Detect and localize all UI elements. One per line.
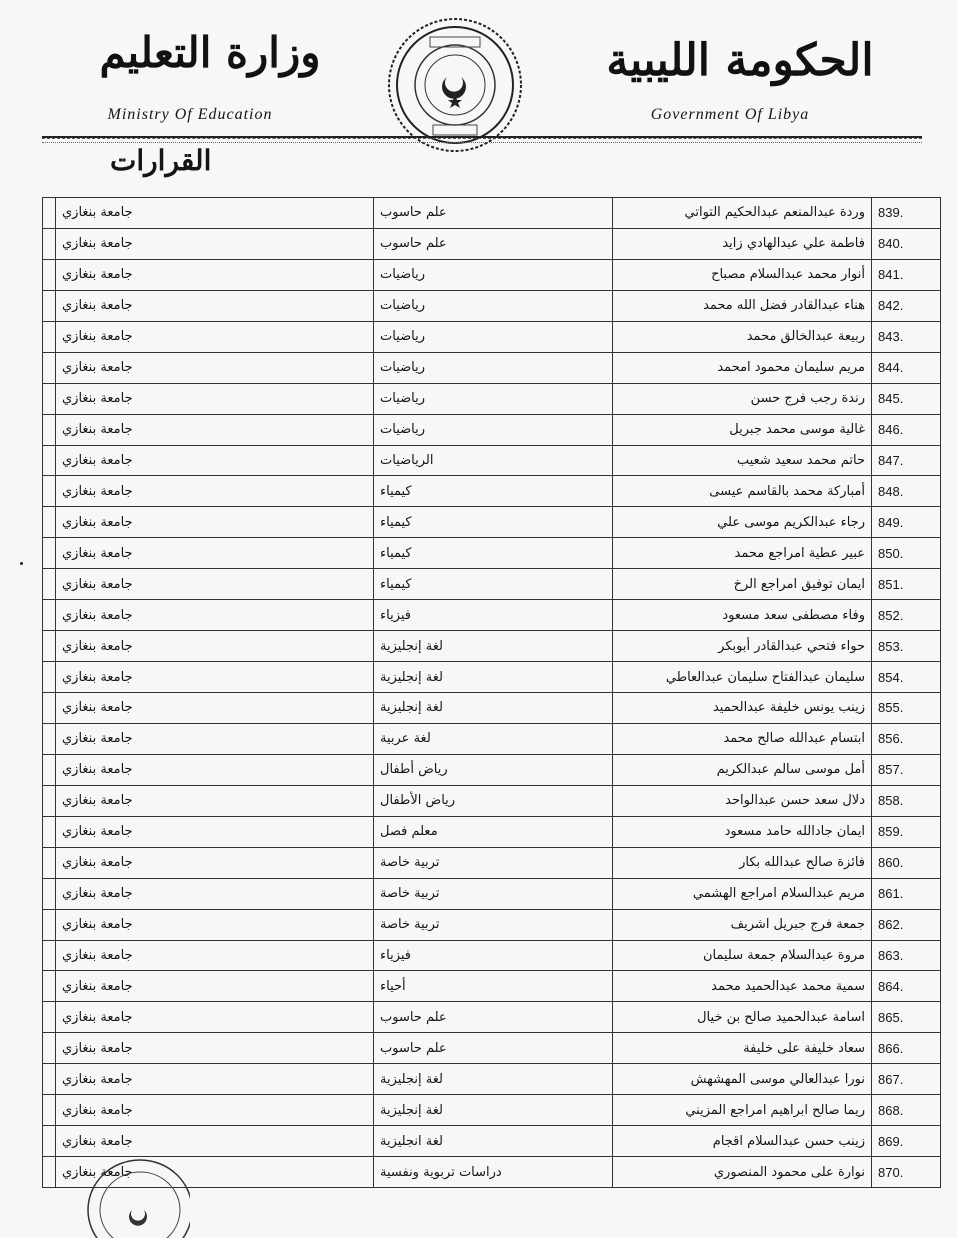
- row-specialization: علم حاسوب: [374, 198, 613, 229]
- table-row: [43, 847, 941, 878]
- row-university: جامعة بنغازي: [56, 352, 374, 383]
- table-row: [43, 816, 941, 847]
- row-university: جامعة بنغازي: [56, 1126, 374, 1157]
- row-spacer: [43, 538, 56, 569]
- row-number: 865.: [872, 1002, 941, 1033]
- row-name: أنوار محمد عبدالسلام مصباح: [613, 259, 872, 290]
- table-row: [43, 878, 941, 909]
- row-university: جامعة بنغازي: [56, 1095, 374, 1126]
- row-specialization: لغة إنجليزية: [374, 1064, 613, 1095]
- row-university: جامعة بنغازي: [56, 971, 374, 1002]
- row-number: 858.: [872, 785, 941, 816]
- row-university: جامعة بنغازي: [56, 321, 374, 352]
- row-name: ربيعة عبدالخالق محمد: [613, 321, 872, 352]
- row-name: رندة رجب فرج حسن: [613, 383, 872, 414]
- row-university: جامعة بنغازي: [56, 383, 374, 414]
- table-row: [43, 631, 941, 662]
- table-row: [43, 569, 941, 600]
- row-university: جامعة بنغازي: [56, 600, 374, 631]
- row-spacer: [43, 940, 56, 971]
- table-row: [43, 909, 941, 940]
- row-university: جامعة بنغازي: [56, 662, 374, 693]
- row-number: 846.: [872, 414, 941, 445]
- row-spacer: [43, 600, 56, 631]
- row-university: جامعة بنغازي: [56, 290, 374, 321]
- row-university: جامعة بنغازي: [56, 1157, 374, 1188]
- row-specialization: علم حاسوب: [374, 1033, 613, 1064]
- row-number: 864.: [872, 971, 941, 1002]
- row-name: مريم سليمان محمود امحمد: [613, 352, 872, 383]
- row-specialization: علم حاسوب: [374, 228, 613, 259]
- row-name: ايمان جادالله حامد مسعود: [613, 816, 872, 847]
- government-name-english: Government Of Libya: [650, 106, 810, 123]
- row-spacer: [43, 909, 56, 940]
- row-spacer: [43, 476, 56, 507]
- row-specialization: كيمياء: [374, 569, 613, 600]
- row-number: 845.: [872, 383, 941, 414]
- row-number: 852.: [872, 600, 941, 631]
- row-number: 868.: [872, 1095, 941, 1126]
- row-name: ابتسام عبدالله صالح محمد: [613, 723, 872, 754]
- row-name: نورا عبدالعالي موسى المهشهش: [613, 1064, 872, 1095]
- row-university: جامعة بنغازي: [56, 847, 374, 878]
- row-name: نوارة على محمود المنصوري: [613, 1157, 872, 1188]
- row-university: جامعة بنغازي: [56, 1002, 374, 1033]
- row-university: جامعة بنغازي: [56, 414, 374, 445]
- row-name: سعاد خليفة على خليفة: [613, 1033, 872, 1064]
- row-name: فائزة صالح عبدالله بكار: [613, 847, 872, 878]
- row-name: فاطمة علي عبدالهادي زايد: [613, 228, 872, 259]
- row-specialization: لغة إنجليزية: [374, 1095, 613, 1126]
- row-spacer: [43, 569, 56, 600]
- row-name: سليمان عبدالفتاح سليمان عبدالعاطي: [613, 662, 872, 693]
- row-spacer: [43, 445, 56, 476]
- row-specialization: رياضيات: [374, 352, 613, 383]
- row-number: 844.: [872, 352, 941, 383]
- row-university: جامعة بنغازي: [56, 445, 374, 476]
- row-specialization: معلم فصل: [374, 816, 613, 847]
- row-specialization: أحياء: [374, 971, 613, 1002]
- government-seal-icon: [385, 15, 525, 155]
- row-number: 850.: [872, 538, 941, 569]
- row-specialization: كيمياء: [374, 476, 613, 507]
- row-number: 847.: [872, 445, 941, 476]
- row-spacer: [43, 971, 56, 1002]
- row-specialization: لغة إنجليزية: [374, 662, 613, 693]
- row-specialization: الرياضيات: [374, 445, 613, 476]
- row-university: جامعة بنغازي: [56, 507, 374, 538]
- row-specialization: رياضيات: [374, 383, 613, 414]
- row-name: حاتم محمد سعيد شعيب: [613, 445, 872, 476]
- row-number: 848.: [872, 476, 941, 507]
- row-spacer: [43, 878, 56, 909]
- row-university: جامعة بنغازي: [56, 1033, 374, 1064]
- row-university: جامعة بنغازي: [56, 693, 374, 724]
- row-spacer: [43, 1126, 56, 1157]
- row-spacer: [43, 321, 56, 352]
- row-specialization: لغة إنجليزية: [374, 631, 613, 662]
- row-name: وفاء مصطفى سعد مسعود: [613, 600, 872, 631]
- row-name: مروة عبدالسلام جمعة سليمان: [613, 940, 872, 971]
- row-spacer: [43, 1033, 56, 1064]
- row-specialization: لغة إنجليزية: [374, 693, 613, 724]
- table-row: [43, 785, 941, 816]
- row-name: هناء عبدالقادر فضل الله محمد: [613, 290, 872, 321]
- row-spacer: [43, 1157, 56, 1188]
- row-spacer: [43, 816, 56, 847]
- table-row: [43, 754, 941, 785]
- row-spacer: [43, 383, 56, 414]
- table-row: [43, 600, 941, 631]
- row-spacer: [43, 847, 56, 878]
- row-university: جامعة بنغازي: [56, 198, 374, 229]
- row-university: جامعة بنغازي: [56, 569, 374, 600]
- stamp-icon: [80, 1148, 190, 1238]
- row-spacer: [43, 785, 56, 816]
- row-spacer: [43, 414, 56, 445]
- row-spacer: [43, 1002, 56, 1033]
- row-number: 866.: [872, 1033, 941, 1064]
- row-specialization: تربية خاصة: [374, 909, 613, 940]
- row-specialization: رياضيات: [374, 259, 613, 290]
- table-row: [43, 662, 941, 693]
- row-number: 862.: [872, 909, 941, 940]
- row-number: 841.: [872, 259, 941, 290]
- row-university: جامعة بنغازي: [56, 723, 374, 754]
- header-divider: [42, 136, 922, 139]
- row-spacer: [43, 507, 56, 538]
- row-specialization: علم حاسوب: [374, 1002, 613, 1033]
- row-spacer: [43, 290, 56, 321]
- table-row: [43, 228, 941, 259]
- table-row: [43, 693, 941, 724]
- row-specialization: رياض أطفال: [374, 754, 613, 785]
- row-number: 842.: [872, 290, 941, 321]
- table-row: [43, 971, 941, 1002]
- row-spacer: [43, 662, 56, 693]
- row-number: 856.: [872, 723, 941, 754]
- document-header: [0, 0, 957, 200]
- row-name: غالية موسى محمد جبريل: [613, 414, 872, 445]
- row-number: 869.: [872, 1126, 941, 1157]
- row-university: جامعة بنغازي: [56, 259, 374, 290]
- row-spacer: [43, 228, 56, 259]
- row-specialization: تربية خاصة: [374, 878, 613, 909]
- row-name: أمباركة محمد بالقاسم عيسى: [613, 476, 872, 507]
- row-spacer: [43, 1064, 56, 1095]
- row-name: رجاء عبدالكريم موسى علي: [613, 507, 872, 538]
- row-specialization: رياضيات: [374, 414, 613, 445]
- row-specialization: كيمياء: [374, 507, 613, 538]
- table-row: [43, 1033, 941, 1064]
- row-name: اسامة عبدالحميد صالح بن خيال: [613, 1002, 872, 1033]
- table-row: [43, 1095, 941, 1126]
- row-name: ايمان توفيق امراجع الرخ: [613, 569, 872, 600]
- row-name: أمل موسى سالم عبدالكريم: [613, 754, 872, 785]
- scan-speck: [20, 562, 23, 565]
- row-university: جامعة بنغازي: [56, 878, 374, 909]
- row-number: 860.: [872, 847, 941, 878]
- row-specialization: رياضيات: [374, 321, 613, 352]
- row-university: جامعة بنغازي: [56, 1064, 374, 1095]
- row-number: 849.: [872, 507, 941, 538]
- table-row: [43, 940, 941, 971]
- row-spacer: [43, 198, 56, 229]
- row-specialization: فيزياء: [374, 940, 613, 971]
- table-row: [43, 507, 941, 538]
- decisions-table: [42, 197, 941, 1188]
- row-spacer: [43, 723, 56, 754]
- table-row: [43, 538, 941, 569]
- row-name: جمعة فرج جبريل اشريف: [613, 909, 872, 940]
- row-number: 861.: [872, 878, 941, 909]
- row-specialization: رياضيات: [374, 290, 613, 321]
- table-row: [43, 723, 941, 754]
- row-university: جامعة بنغازي: [56, 909, 374, 940]
- table-row: [43, 352, 941, 383]
- row-university: جامعة بنغازي: [56, 940, 374, 971]
- row-name: مريم عبدالسلام امراجع الهشمي: [613, 878, 872, 909]
- row-university: جامعة بنغازي: [56, 816, 374, 847]
- row-number: 857.: [872, 754, 941, 785]
- row-number: 855.: [872, 693, 941, 724]
- row-number: 851.: [872, 569, 941, 600]
- row-specialization: لغة عربية: [374, 723, 613, 754]
- header-divider-dotted: [42, 142, 922, 143]
- row-spacer: [43, 352, 56, 383]
- table-row: [43, 476, 941, 507]
- row-spacer: [43, 1095, 56, 1126]
- row-specialization: تربية خاصة: [374, 847, 613, 878]
- row-spacer: [43, 693, 56, 724]
- row-name: عبير عطية امراجع محمد: [613, 538, 872, 569]
- table-row: [43, 383, 941, 414]
- row-specialization: كيمياء: [374, 538, 613, 569]
- row-university: جامعة بنغازي: [56, 228, 374, 259]
- ministry-name-english: Ministry Of Education: [107, 106, 273, 123]
- table-row: [43, 198, 941, 229]
- government-name-arabic: الحكومة الليبية: [606, 35, 874, 86]
- row-number: 843.: [872, 321, 941, 352]
- row-spacer: [43, 631, 56, 662]
- row-university: جامعة بنغازي: [56, 631, 374, 662]
- row-name: حواء فتحي عبدالقادر أبوبكر: [613, 631, 872, 662]
- row-specialization: فيزياء: [374, 600, 613, 631]
- row-number: 840.: [872, 228, 941, 259]
- row-university: جامعة بنغازي: [56, 538, 374, 569]
- table-row: [43, 259, 941, 290]
- table-row: [43, 321, 941, 352]
- row-university: جامعة بنغازي: [56, 785, 374, 816]
- row-name: زينب حسن عبدالسلام اقجام: [613, 1126, 872, 1157]
- table-row: [43, 1064, 941, 1095]
- table-row: [43, 445, 941, 476]
- row-number: 839.: [872, 198, 941, 229]
- row-number: 854.: [872, 662, 941, 693]
- row-number: 863.: [872, 940, 941, 971]
- row-number: 867.: [872, 1064, 941, 1095]
- row-specialization: رياض الأطفال: [374, 785, 613, 816]
- row-university: جامعة بنغازي: [56, 476, 374, 507]
- row-name: ريما صالح ابراهيم امراجع المزيني: [613, 1095, 872, 1126]
- row-number: 859.: [872, 816, 941, 847]
- row-name: وردة عبدالمنعم عبدالحكيم التواتي: [613, 198, 872, 229]
- row-specialization: دراسات تربوية ونفسية: [374, 1157, 613, 1188]
- section-title: القرارات: [110, 144, 212, 177]
- row-name: سمية محمد عبدالحميد محمد: [613, 971, 872, 1002]
- row-spacer: [43, 754, 56, 785]
- ministry-name-arabic: وزارة التعليم: [99, 28, 321, 77]
- row-name: دلال سعد حسن عبدالواحد: [613, 785, 872, 816]
- row-spacer: [43, 259, 56, 290]
- row-number: 870.: [872, 1157, 941, 1188]
- row-number: 853.: [872, 631, 941, 662]
- table-row: [43, 414, 941, 445]
- row-name: زينب يونس خليفة عبدالحميد: [613, 693, 872, 724]
- table-row: [43, 1002, 941, 1033]
- row-specialization: لغة انجليزية: [374, 1126, 613, 1157]
- row-university: جامعة بنغازي: [56, 754, 374, 785]
- table-row: [43, 290, 941, 321]
